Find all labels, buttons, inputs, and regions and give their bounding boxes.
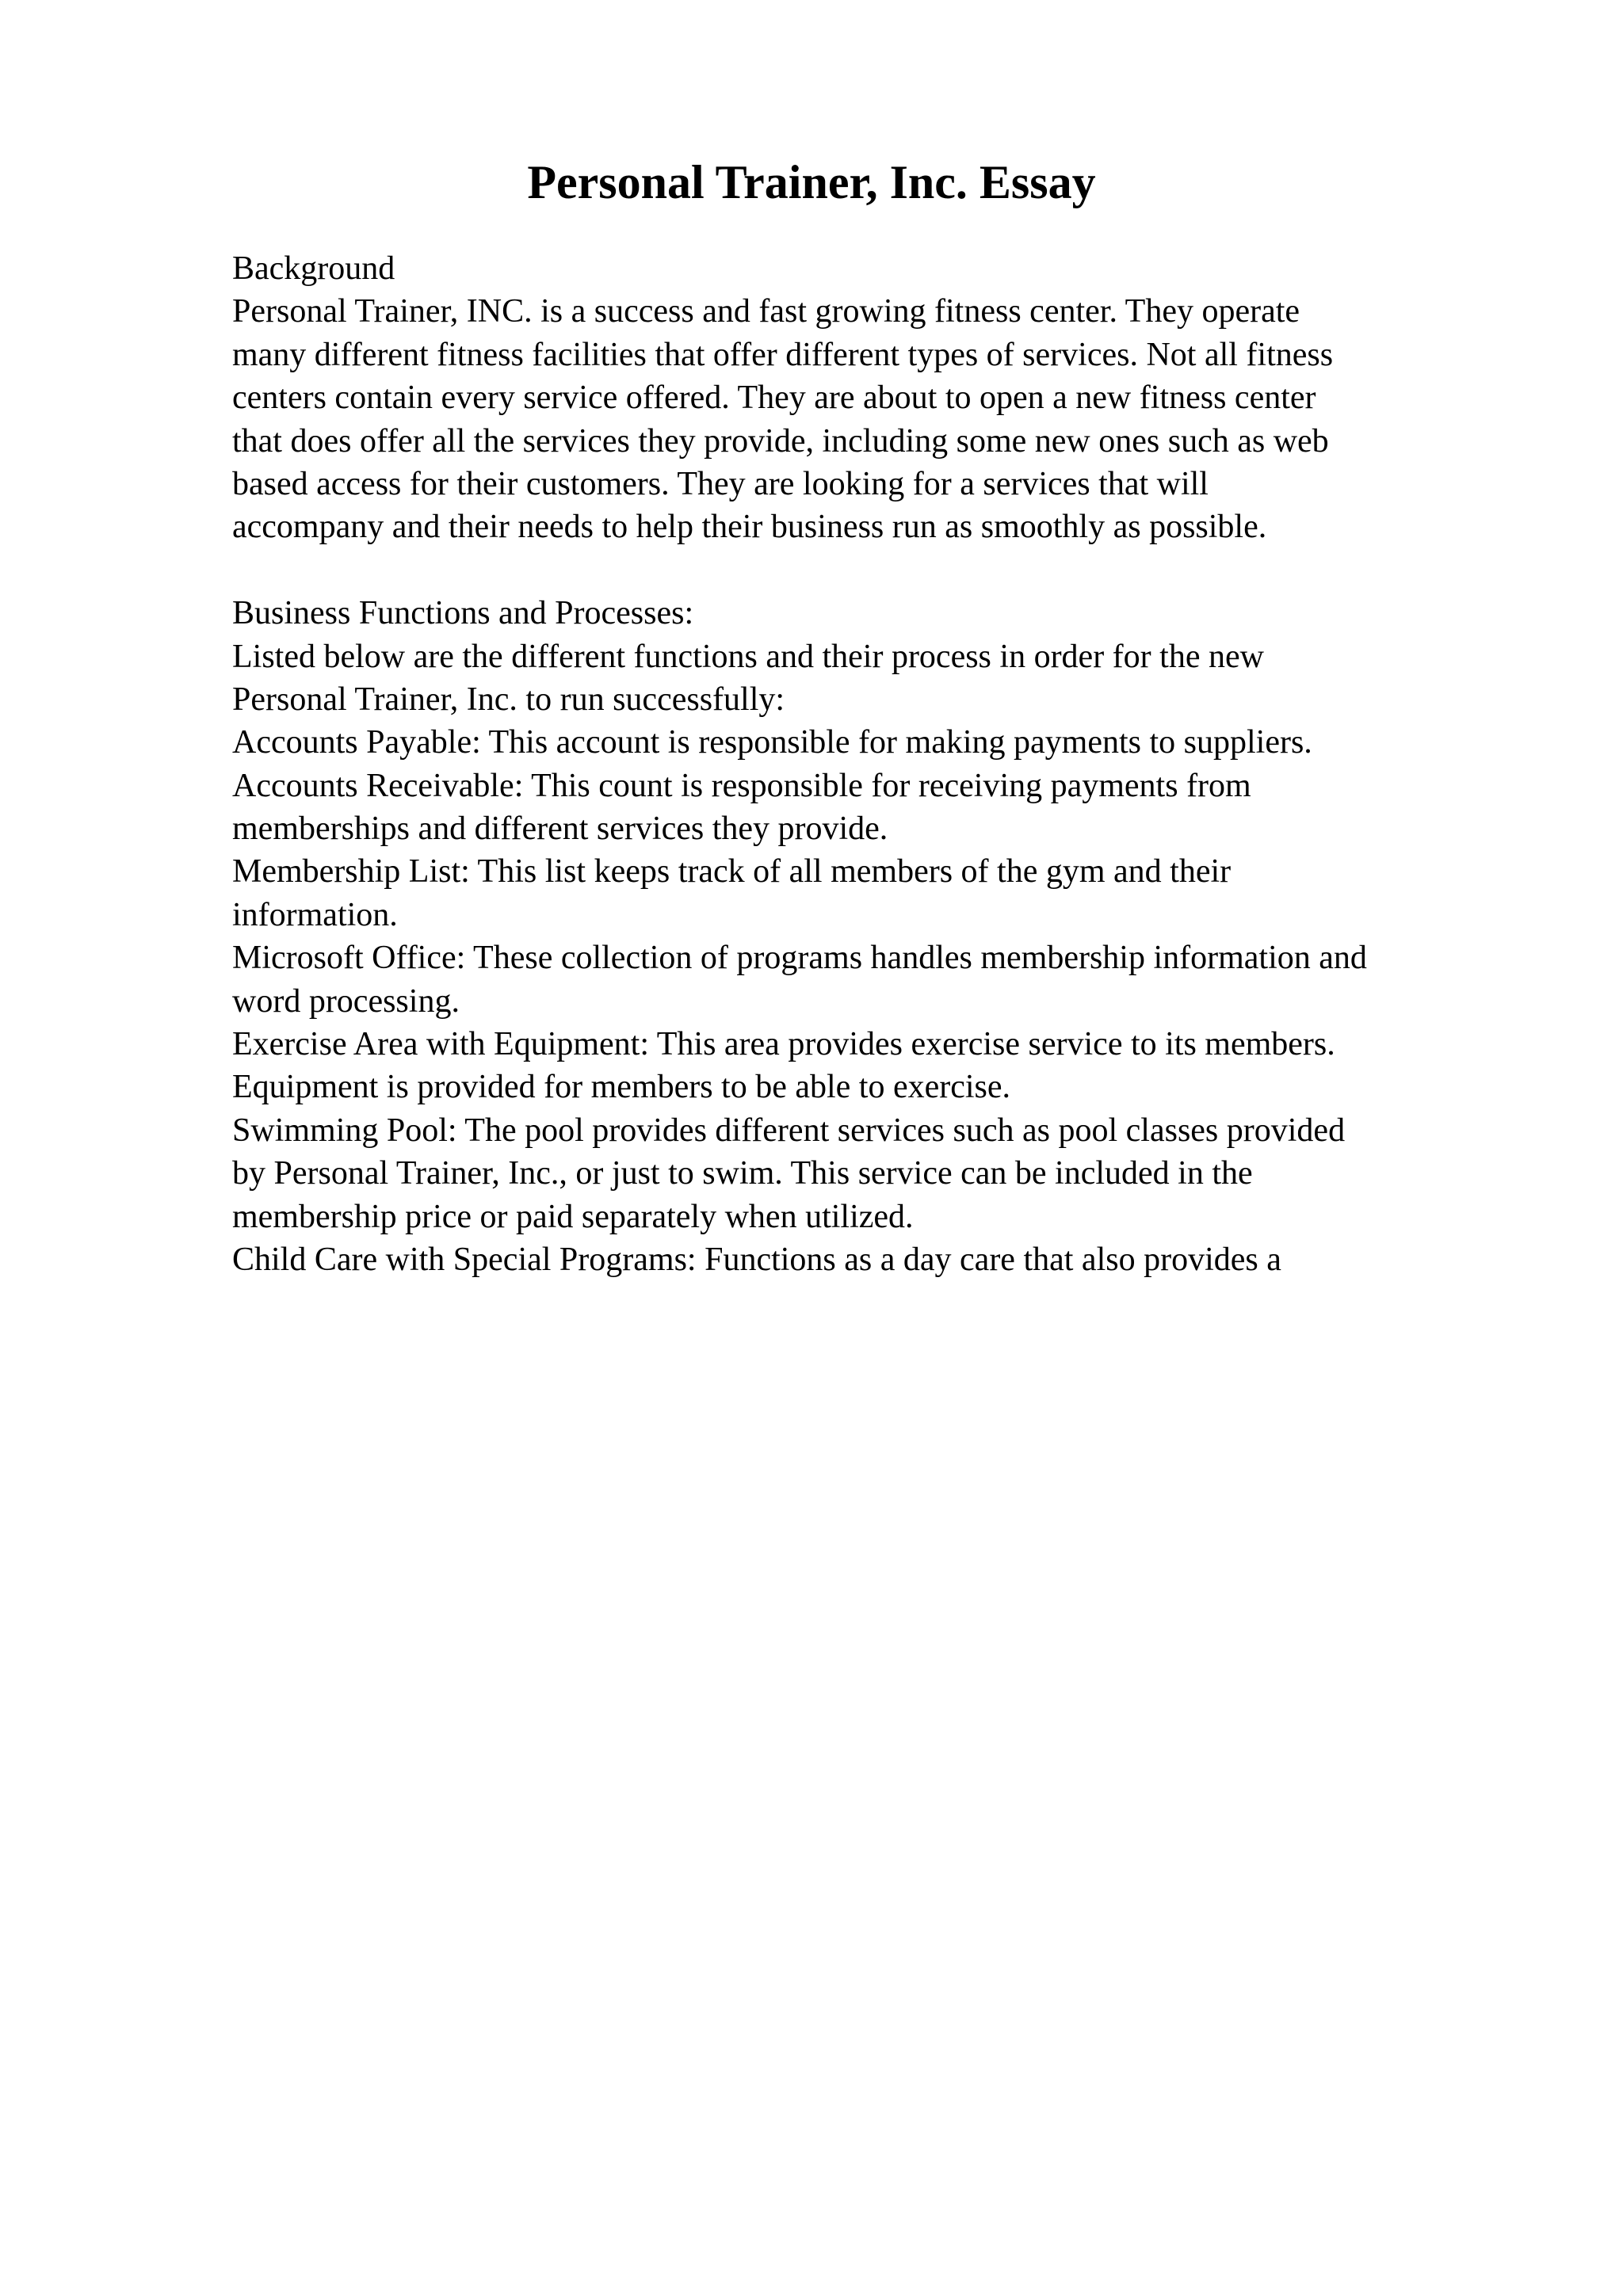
paragraph-line: Accounts Payable: This account is responsible for making payments to suppliers. xyxy=(232,724,1312,761)
section-heading: Background xyxy=(232,250,395,287)
paragraph-line: Microsoft Office: These collection of programs handles membership information and xyxy=(232,940,1367,977)
paragraph-line: word processing. xyxy=(232,982,460,1020)
paragraph-line: many different fitness facilities that offer different types of services. Not all fitness xyxy=(232,336,1334,373)
section-background xyxy=(232,247,1595,549)
paragraph-line: by Personal Trainer, Inc., or just to swim. This service can be included in the xyxy=(232,1155,1253,1192)
paragraph-line: Personal Trainer, INC. is a success and fast growing fitness center. They operate xyxy=(232,293,1300,330)
paragraph-line: Swimming Pool: The pool provides different services such as pool classes provided xyxy=(232,1112,1346,1149)
paragraph-line: Personal Trainer, Inc. to run successfully: xyxy=(232,681,785,718)
paragraph-line: memberships and different services they provide. xyxy=(232,810,888,848)
paragraph-line: Accounts Receivable: This count is responsible for receiving payments from xyxy=(232,767,1251,804)
paragraph-line: information. xyxy=(232,896,398,933)
paragraph-line: that does offer all the services they provide, including some new ones such as web xyxy=(232,422,1329,460)
paragraph-line: based access for their customers. They are looking for a services that will xyxy=(232,465,1209,502)
paragraph-spacer xyxy=(232,549,1595,592)
paragraph-line: accompany and their needs to help their business run as smoothly as possible. xyxy=(232,509,1267,546)
paragraph-line: centers contain every service offered. They are about to open a new fitness center xyxy=(232,379,1316,417)
document-title: Personal Trainer, Inc. Essay xyxy=(527,156,1096,208)
section-heading: Business Functions and Processes: xyxy=(232,595,694,632)
section-business-functions xyxy=(232,592,1595,1281)
paragraph-line: Equipment is provided for members to be able to exercise. xyxy=(232,1069,1011,1106)
paragraph-line: Exercise Area with Equipment: This area provides exercise service to its members. xyxy=(232,1026,1335,1063)
paragraph-line: Membership List: This list keeps track of all members of the gym and their xyxy=(232,853,1232,891)
paragraph-line: membership price or paid separately when utilized. xyxy=(232,1198,914,1235)
paragraph-line: Listed below are the different functions and their process in order for the new xyxy=(232,638,1264,675)
paragraph-line: Child Care with Special Programs: Functions as a day care that also provides a xyxy=(232,1241,1281,1278)
document-body xyxy=(232,247,1595,1281)
